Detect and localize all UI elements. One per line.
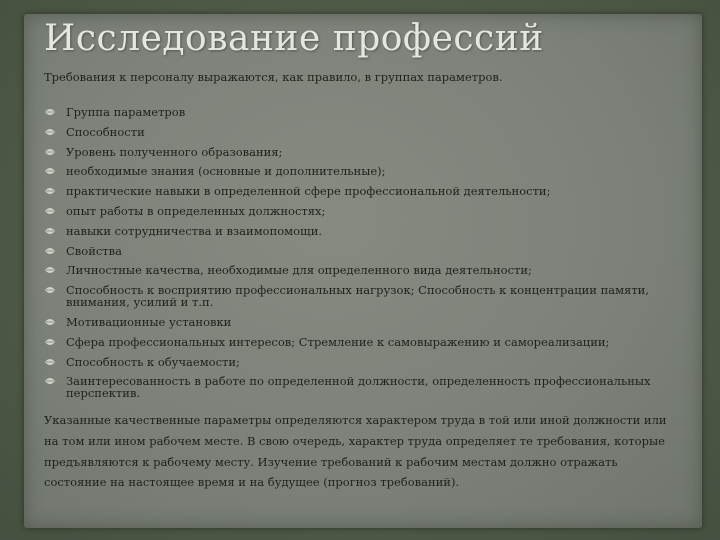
list-item-text: практические навыки в определенной сфере профессиональной деятельности; — [66, 184, 551, 199]
leaf-bullet-icon — [44, 226, 56, 236]
leaf-bullet-icon — [44, 186, 56, 196]
list-item-text: Способность к обучаемости; — [66, 354, 240, 369]
list-item-text: навыки сотрудничества и взаимопомощи. — [66, 223, 323, 238]
list-item-text: Сфера профессиональных интересов; Стремление к самовыражению и самореализации; — [66, 334, 610, 349]
list-item — [44, 146, 684, 158]
leaf-bullet-icon — [44, 206, 56, 216]
list-item — [44, 284, 684, 308]
leaf-bullet-icon — [44, 376, 56, 386]
list-item — [44, 185, 684, 197]
parameter-list — [44, 106, 684, 407]
leaf-bullet-icon — [44, 127, 56, 137]
list-item-text: Способность к восприятию профессиональных нагрузок; Способность к концентрации памяти, внимания, усилий и т.п. — [66, 283, 649, 310]
slide-title: Исследование профессий — [44, 18, 544, 59]
list-item-text: Группа параметров — [66, 105, 186, 119]
list-item — [44, 245, 684, 257]
list-item-text: Свойства — [66, 243, 122, 258]
list-item — [44, 126, 684, 138]
leaf-bullet-icon — [44, 357, 56, 367]
list-item-text: Личностные качества, необходимые для определенного вида деятельности; — [66, 263, 532, 278]
leaf-bullet-icon — [44, 265, 56, 275]
leaf-bullet-icon — [44, 147, 56, 157]
leaf-bullet-icon — [44, 317, 56, 327]
leaf-bullet-icon — [44, 285, 56, 295]
list-item-text: Уровень полученного образования; — [66, 144, 283, 159]
list-item-text: опыт работы в определенных должностях; — [66, 203, 326, 218]
list-item — [44, 264, 684, 276]
leaf-bullet-icon — [44, 166, 56, 176]
leaf-bullet-icon — [44, 246, 56, 256]
list-item — [44, 356, 684, 368]
list-item — [44, 106, 684, 118]
list-item — [44, 225, 684, 237]
leaf-bullet-icon — [44, 337, 56, 347]
outro-paragraph: Указанные качественные параметры определяются характером труда в той или иной должности или на том или ином рабочем месте. В свою очередь, характер труда определяет те требования, которые предъявляются к рабочему месту. Изучение требований к рабочим местам должно отражать состояние на настоящее время и на будущее (прогноз требований). — [44, 413, 667, 490]
list-item — [44, 375, 684, 399]
list-item-text: Заинтересованность в работе по определенной должности, определенность профессиональных перспектив. — [66, 374, 651, 401]
list-item — [44, 316, 684, 328]
list-item — [44, 336, 684, 348]
intro-text: Требования к персоналу выражаются, как правило, в группах параметров. — [44, 70, 503, 84]
list-item-text: необходимые знания (основные и дополнительные); — [66, 164, 386, 179]
list-item — [44, 205, 684, 217]
list-item — [44, 165, 684, 177]
leaf-bullet-icon — [44, 107, 56, 117]
list-item-text: Мотивационные установки — [66, 314, 232, 329]
list-item-text: Способности — [66, 124, 145, 139]
